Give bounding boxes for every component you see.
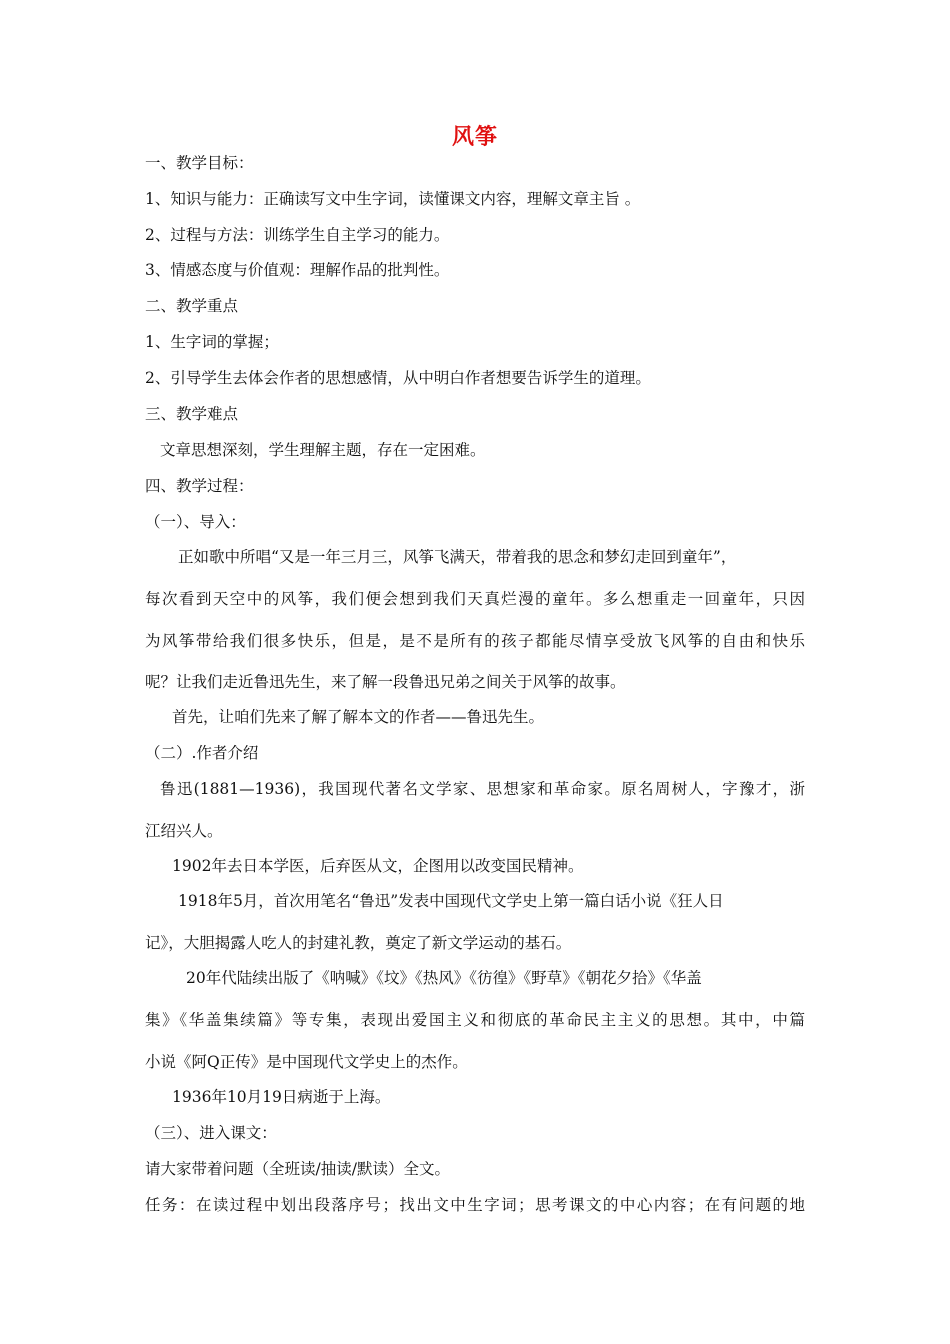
subsection-heading-text: （三）、进入课文： <box>145 1124 277 1142</box>
paragraph-line: 请大家带着问题（全班读/抽读/默读）全文。 <box>145 1160 450 1178</box>
paragraph-line: 记》，大胆揭露人吃人的封建礼教，奠定了新文学运动的基石。 <box>145 934 572 952</box>
document-title: 风筝 <box>451 124 498 150</box>
key-point-item: 1、生字词的掌握； <box>145 333 279 351</box>
paragraph-line: 小说《阿Q正传》是中国现代文学史上的杰作。 <box>145 1053 468 1071</box>
paragraph-line: 为风筝带给我们很多快乐，但是，是不是所有的孩子都能尽情享受放飞风筝的自由和快乐 <box>145 632 805 650</box>
subsection-heading-author: （二）.作者介绍 <box>145 744 259 762</box>
paragraph-line: 1936年10月19日病逝于上海。 <box>172 1088 391 1106</box>
paragraph-line: 江绍兴人。 <box>145 822 223 840</box>
key-point-item: 2、引导学生去体会作者的思想感情，从中明白作者想要告诉学生的道理。 <box>145 369 651 387</box>
paragraph-line: 20年代陆续出版了《呐喊》《坟》《热风》《彷徨》《野草》《朝花夕拾》《华盖 <box>186 969 702 987</box>
paragraph-line: 1902年去日本学医，后弃医从文，企图用以改变国民精神。 <box>172 857 584 875</box>
paragraph-line: 鲁迅(1881—1936)，我国现代著名文学家、思想家和革命家。原名周树人，字豫才，浙 <box>160 780 805 798</box>
paragraph-line: 呢？让我们走近鲁迅先生，来了解一段鲁迅兄弟之间关于风筝的故事。 <box>145 673 626 691</box>
section-heading-process: 四、教学过程： <box>145 477 254 495</box>
paragraph-line: 1918年5月，首次用笔名“鲁迅”发表中国现代文学史上第一篇白话小说《狂人日 <box>178 892 724 910</box>
section-heading-objectives: 一、教学目标： <box>145 154 254 172</box>
objective-item: 2、过程与方法：训练学生自主学习的能力。 <box>145 226 450 244</box>
paragraph-line: 首先，让咱们先来了解了解本文的作者——鲁迅先生。 <box>172 708 545 726</box>
paragraph-line: 集》《华盖集续篇》等专集，表现出爱国主义和彻底的革命民主主义的思想。其中，中篇 <box>145 1011 805 1029</box>
difficulty-text: 文章思想深刻，学生理解主题，存在一定困难。 <box>160 441 486 459</box>
objective-item: 1、知识与能力：正确读写文中生字词，读懂课文内容，理解文章主旨 。 <box>145 190 641 208</box>
section-heading-key-points: 二、教学重点 <box>145 297 239 315</box>
subsection-heading-intro: （一）、导入： <box>145 513 246 531</box>
paragraph-line: 正如歌中所唱“又是一年三月三，风筝飞满天，带着我的思念和梦幻走回到童年”， <box>178 548 737 566</box>
section-heading-difficulties: 三、教学难点 <box>145 405 239 423</box>
paragraph-line: 任务：在读过程中划出段落序号；找出文中生字词；思考课文的中心内容；在有问题的地 <box>145 1196 805 1214</box>
objective-item: 3、情感态度与价值观：理解作品的批判性。 <box>145 261 450 279</box>
paragraph-line: 每次看到天空中的风筝，我们便会想到我们天真烂漫的童年。多么想重走一回童年，只因 <box>145 590 805 608</box>
